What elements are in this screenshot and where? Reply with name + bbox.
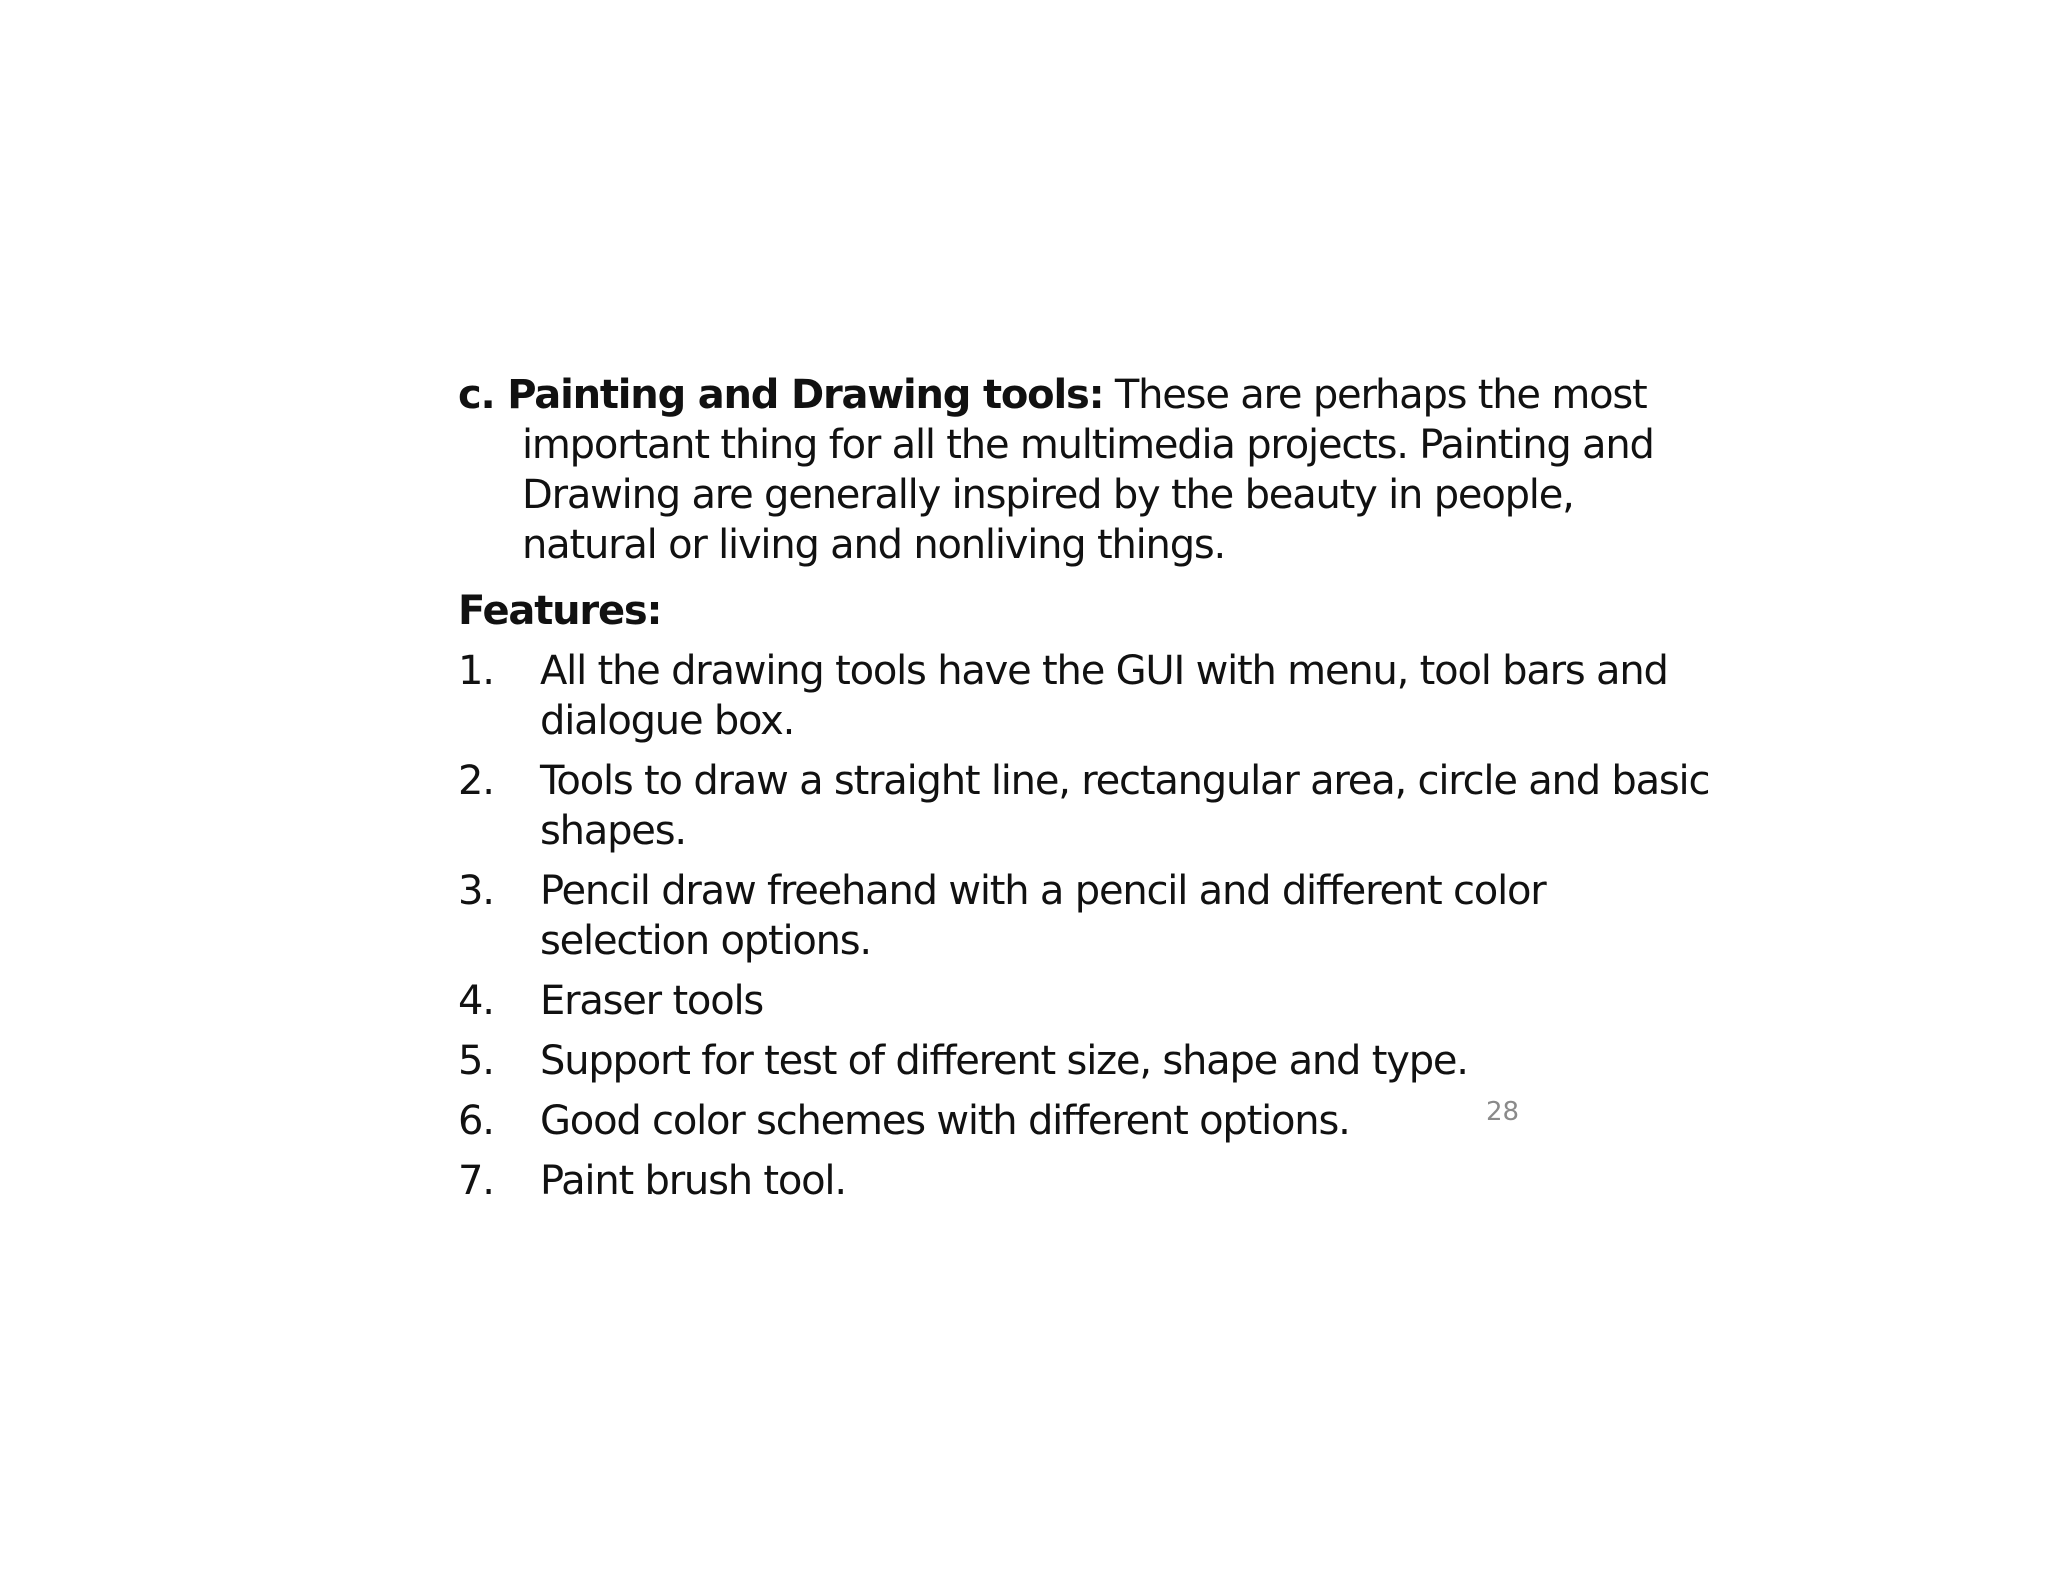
- list-item-text: Support for test of different size, shape and type.: [540, 1038, 1468, 1084]
- slide-content: [458, 370, 1718, 1216]
- list-item-text: Tools to draw a straight line, rectangular area, circle and basic shapes.: [540, 758, 1710, 854]
- list-item: [458, 756, 1718, 856]
- list-item: [458, 866, 1718, 966]
- list-item: [458, 976, 1718, 1026]
- list-item-number: 6.: [458, 1098, 494, 1144]
- list-item-number: 7.: [458, 1158, 494, 1204]
- list-item-text: Pencil draw freehand with a pencil and different color selection options.: [540, 868, 1546, 964]
- page-number: 28: [1486, 1097, 1520, 1127]
- feature-list: [458, 646, 1718, 1206]
- list-item: [458, 1036, 1718, 1086]
- features-heading: Features:: [458, 588, 662, 634]
- list-item-number: 1.: [458, 648, 494, 694]
- intro-paragraph: [458, 370, 1718, 570]
- list-item-text: Good color schemes with different options.: [540, 1098, 1350, 1144]
- list-item-number: 5.: [458, 1038, 494, 1084]
- list-item-number: 2.: [458, 758, 494, 804]
- intro-text: These are perhaps the most important thing for all the multimedia projects. Painting and Drawing are generally inspired by the beauty in people, natural or living and nonliving things.: [522, 372, 1654, 568]
- list-item-number: 3.: [458, 868, 494, 914]
- list-item-number: 4.: [458, 978, 494, 1024]
- intro-lead: c. Painting and Drawing tools:: [458, 372, 1104, 418]
- list-item: [458, 1096, 1718, 1146]
- list-item: [458, 1156, 1718, 1206]
- list-item: [458, 646, 1718, 746]
- list-item-text: All the drawing tools have the GUI with menu, tool bars and dialogue box.: [540, 648, 1668, 744]
- list-item-text: Eraser tools: [540, 978, 764, 1024]
- list-item-text: Paint brush tool.: [540, 1158, 846, 1204]
